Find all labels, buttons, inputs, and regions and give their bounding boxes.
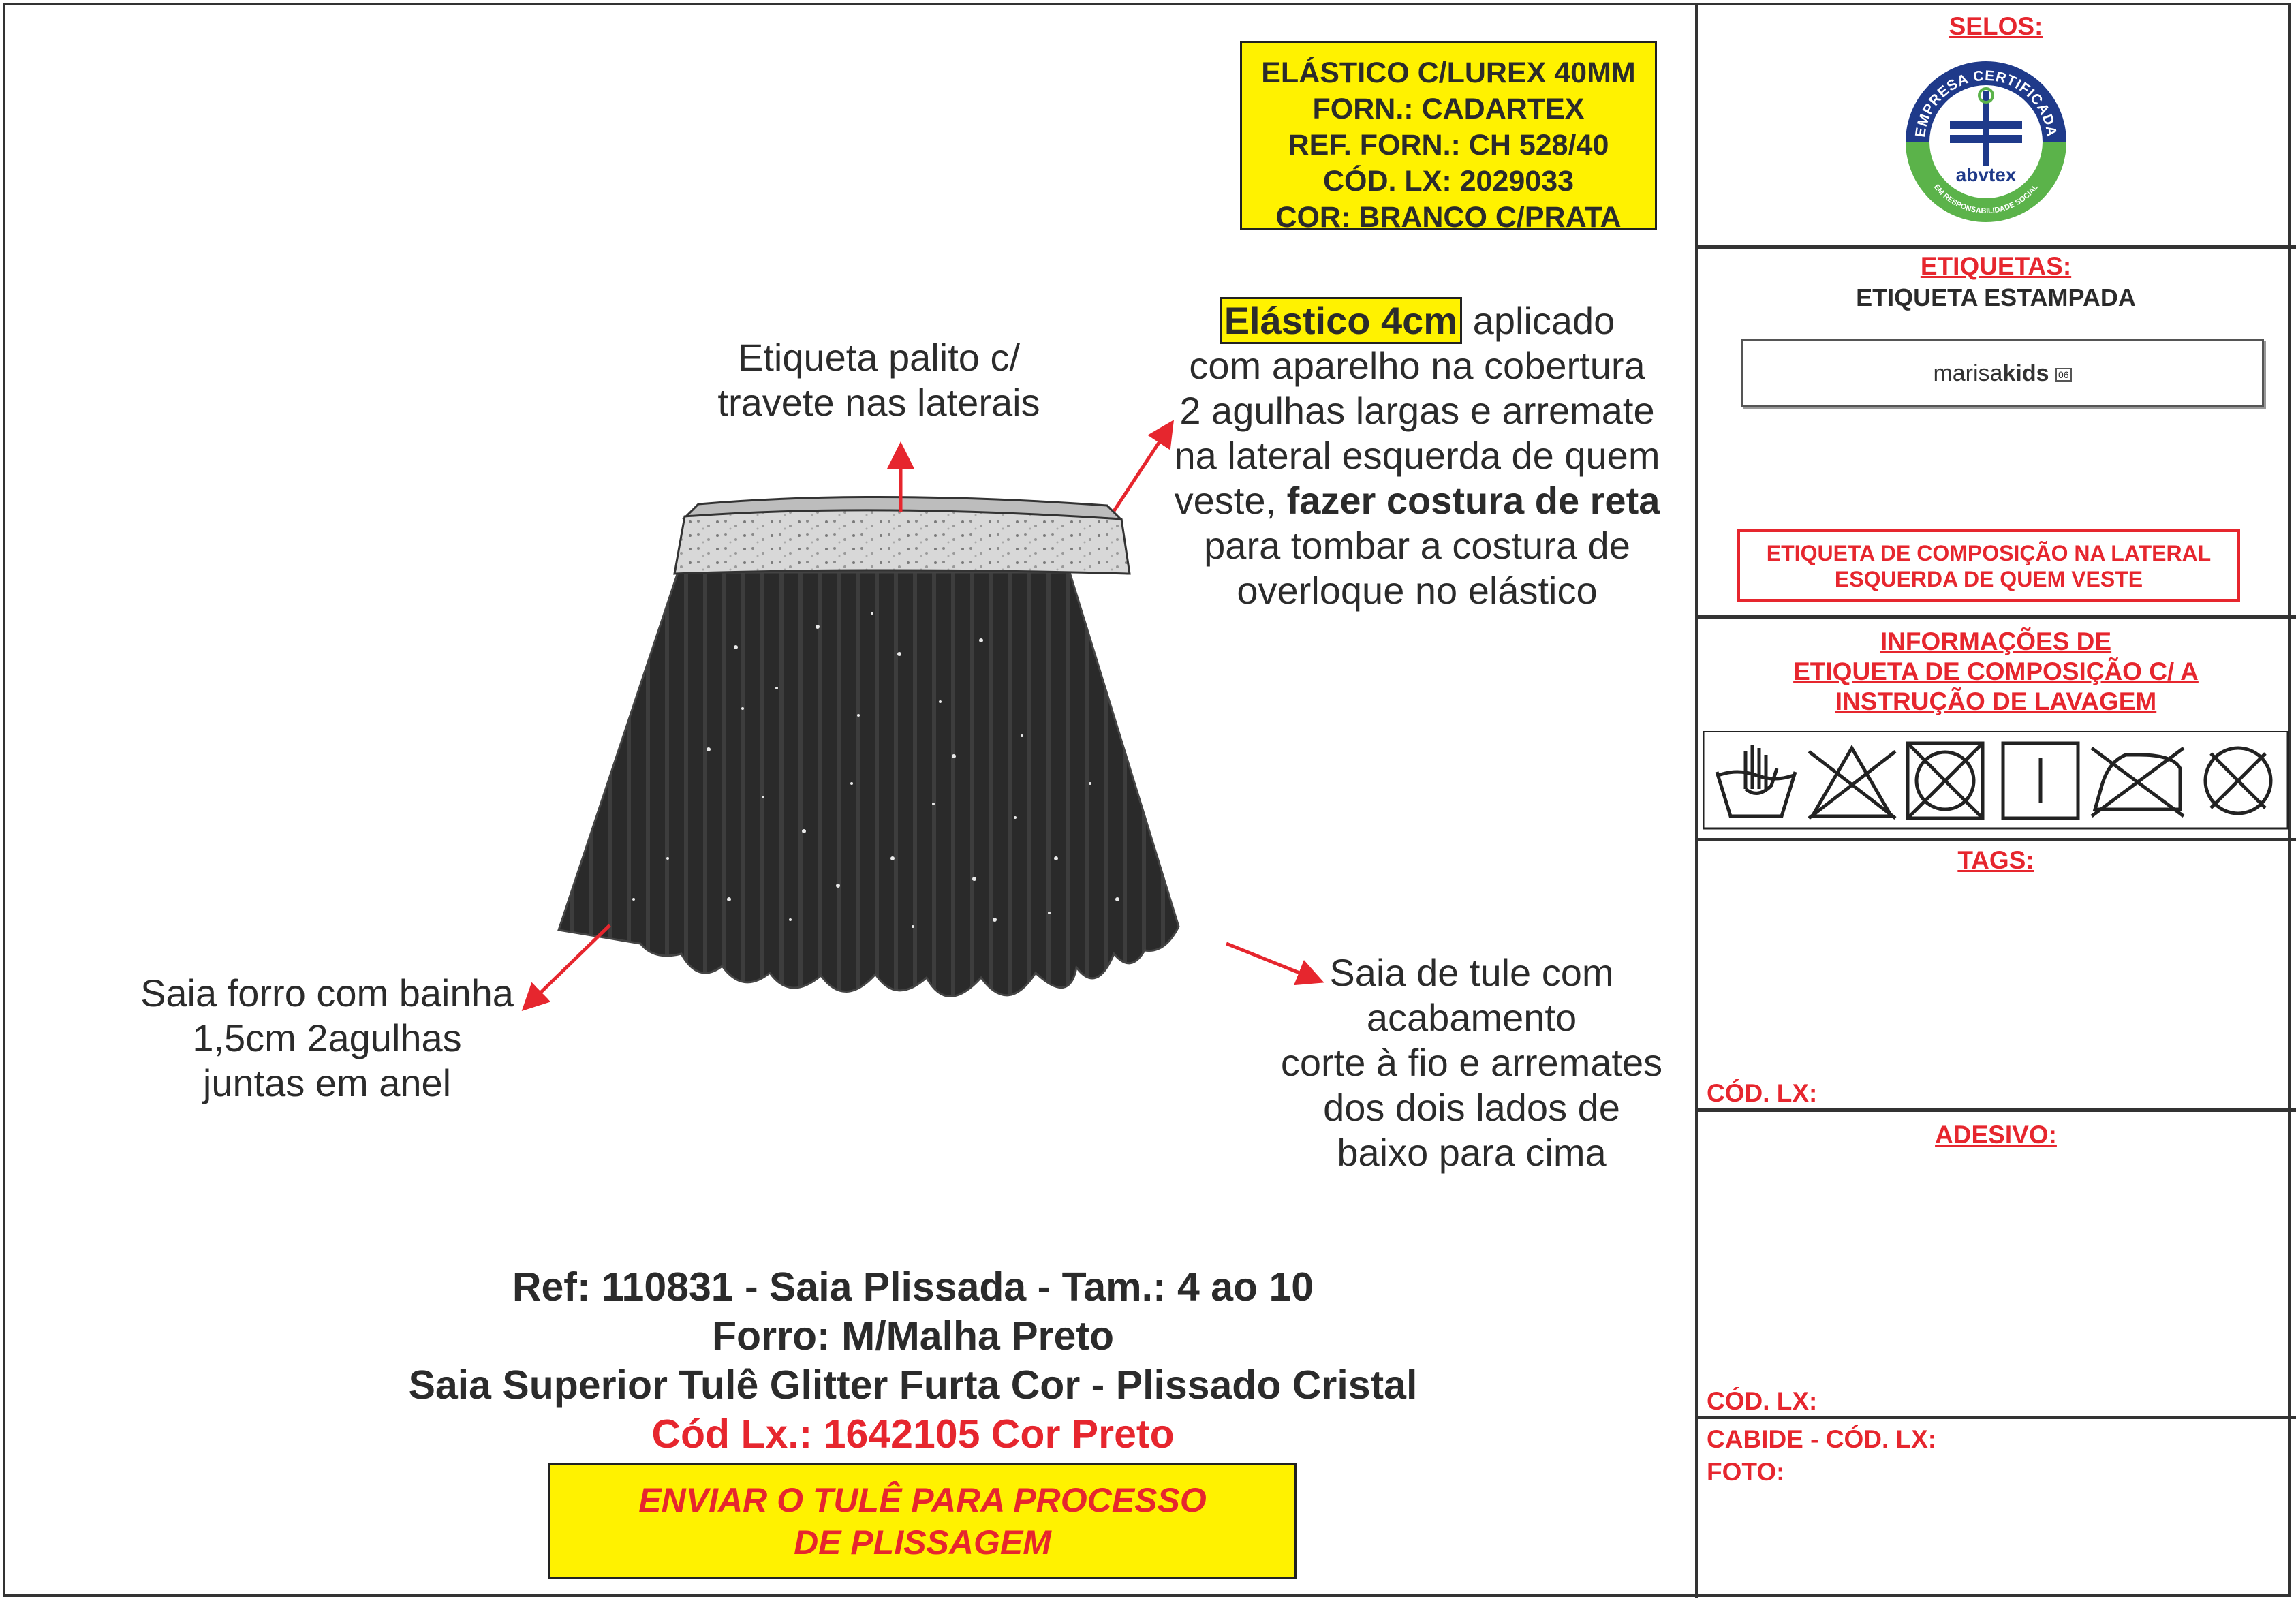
note-line: acabamento	[1366, 996, 1577, 1039]
fabric-line: COR: BRANCO C/PRATA	[1275, 201, 1622, 234]
seal-bottom-text: EM RESPONSABILIDADE SOCIAL	[1932, 183, 2041, 216]
note-line: com aparelho na cobertura	[1189, 344, 1645, 387]
info-title	[1698, 627, 2293, 717]
selos-title: SELOS:	[1949, 12, 2043, 40]
divider-info	[1695, 838, 2296, 841]
divider-adesivo	[1695, 1416, 2296, 1419]
adesivo-code-label: CÓD. LX:	[1707, 1387, 1818, 1415]
info-line: INFORMAÇÕES DE	[1880, 627, 2112, 655]
fabric-line: ELÁSTICO C/LUREX 40MM	[1261, 57, 1636, 89]
foto-label: FOTO:	[1707, 1458, 1785, 1486]
divider-selos	[1695, 245, 2296, 249]
brand-kids: kids	[2002, 360, 2049, 386]
fabric-line: REF. FORN.: CH 528/40	[1288, 129, 1609, 161]
composition-line: ETIQUETA DE COMPOSIÇÃO NA LATERAL	[1766, 541, 2212, 565]
cabide-label: CABIDE - CÓD. LX:	[1707, 1425, 1937, 1453]
note-line: juntas em anel	[202, 1061, 452, 1104]
action-line: DE PLISSAGEM	[794, 1523, 1051, 1561]
note-bold: fazer costura de reta	[1286, 479, 1660, 522]
composition-note-box	[1737, 529, 2240, 602]
care-symbols	[1703, 731, 2289, 830]
note-line: para tombar a costura de	[1204, 524, 1630, 567]
seal-brand: abvtex	[1955, 164, 2017, 185]
note-line: travete nas laterais	[717, 381, 1040, 424]
divider-etiquetas	[1695, 615, 2296, 619]
note-text: veste,	[1174, 479, 1287, 522]
etiqueta-type: ETIQUETA ESTAMPADA	[1856, 283, 2136, 311]
note-line: corte à fio e arremates	[1280, 1041, 1663, 1084]
plissagem-box	[548, 1463, 1297, 1579]
tags-title: TAGS:	[1957, 846, 2034, 874]
brand-marisa: marisa	[1933, 360, 2003, 386]
tags-code-label: CÓD. LX:	[1707, 1079, 1818, 1107]
brand-label	[1741, 339, 2264, 407]
note-text: aplicado	[1462, 299, 1615, 342]
note-line: na lateral esquerda de quem	[1174, 434, 1660, 477]
divider-tags	[1695, 1108, 2296, 1112]
product-lining: Forro: M/Malha Preto	[711, 1314, 1115, 1358]
note-line: overloque no elástico	[1237, 569, 1598, 612]
product-ref: Ref: 110831 - Saia Plissada - Tam.: 4 ao 10	[512, 1264, 1314, 1309]
product-code: Cód Lx.: 1642105 Cor Preto	[651, 1412, 1175, 1457]
note-line: Saia forro com bainha	[140, 972, 514, 1014]
note-line: Etiqueta palito c/	[737, 336, 1021, 379]
adesivo-title: ADESIVO:	[1935, 1121, 2057, 1149]
etiquetas-title: ETIQUETAS:	[1920, 252, 2072, 280]
fabric-line: CÓD. LX: 2029033	[1322, 165, 1574, 198]
info-line: INSTRUÇÃO DE LAVAGEM	[1835, 687, 2157, 715]
note-line: Saia de tule com	[1329, 951, 1614, 994]
info-line: ETIQUETA DE COMPOSIÇÃO C/ A	[1793, 657, 2199, 685]
fabric-line: FORN.: CADARTEX	[1312, 93, 1585, 125]
seal-top-text: EMPRESA CERTIFICADA	[1912, 67, 2060, 138]
note-line: baixo para cima	[1337, 1131, 1607, 1174]
note-line: dos dois lados de	[1323, 1086, 1620, 1129]
note-line: 1,5cm 2agulhas	[192, 1016, 462, 1059]
sidebar-divider	[1695, 3, 1698, 1598]
abvtex-seal	[1901, 53, 2071, 230]
elastic-highlight: Elástico 4cm	[1220, 297, 1462, 344]
product-upper: Saia Superior Tulê Glitter Furta Cor - Plissado Cristal	[408, 1363, 1418, 1408]
note-line: 2 agulhas largas e arremate	[1179, 389, 1655, 432]
composition-line: ESQUERDA DE QUEM VESTE	[1834, 567, 2143, 591]
action-line: ENVIAR O TULÊ PARA PROCESSO	[638, 1481, 1207, 1519]
annotation-arrows	[0, 0, 1690, 1022]
brand-size: 06	[2055, 368, 2072, 382]
